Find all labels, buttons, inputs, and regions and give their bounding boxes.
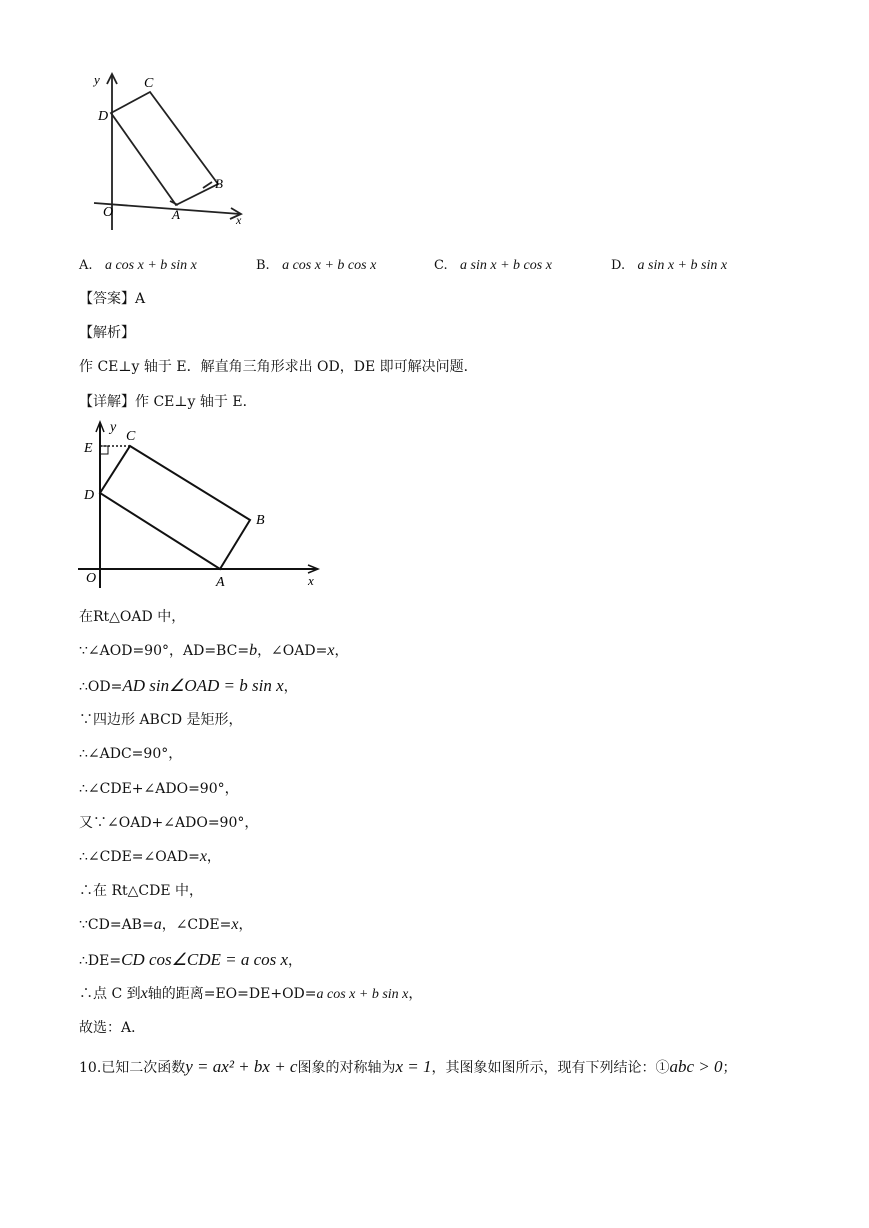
step-3-text: ∴OD= [79,679,123,695]
step-12-text: ∴点 C 到 [79,986,141,1002]
step-1: 在Rt△OAD 中， [79,609,186,625]
step-12-formula: a cos x + b sin x [316,987,409,1002]
fig1-label-o: O [103,205,114,220]
step-11-end: ， [288,953,303,969]
option-a-letter: A. [79,258,93,273]
fig2-label-a: A [216,575,225,590]
step-12-text-2: 轴的距离=EO=DE+OD= [147,986,317,1002]
fig2-label-c: C [126,429,136,444]
step-8-x: x [199,848,207,865]
fig1-label-a: A [172,207,180,222]
step-2-text: ∵∠AOD=90°，AD=BC= [79,643,250,659]
figure-2-diagram [78,418,328,594]
fig2-label-x: x [308,573,314,588]
step-3 [79,676,298,697]
figure-1-diagram [88,68,278,238]
question-10 [79,1057,737,1078]
fig1-label-c: C [144,76,154,91]
option-c-letter: C. [434,258,448,273]
fig2-label-y: y [110,420,117,435]
step-3-end: ， [283,679,298,695]
q10-end: ； [722,1060,737,1076]
step-12 [79,984,422,1005]
step-10-end: ， [238,917,253,933]
detail-line [79,392,257,412]
step-8-end: ， [206,849,221,865]
answer-line: 【答案】A [79,291,146,307]
option-b [256,256,376,276]
fig1-x-axis [94,203,240,214]
step-12-x: x [140,985,148,1002]
step-6: ∴∠CDE+∠ADO=90°， [79,781,239,797]
step-11-formula: CD cos∠CDE = a cos x [121,950,289,969]
option-b-expr: a cos x + b cos x [282,258,377,273]
step-12-end: ， [408,986,423,1002]
step-2-b: b [249,642,258,659]
q10-condition: abc > 0 [669,1057,723,1076]
step-10-text: ∵CD=AB= [79,917,154,933]
option-a [79,256,197,276]
step-4: ∵四边形 ABCD 是矩形， [79,712,243,728]
option-b-letter: B. [256,258,270,273]
step-8 [79,847,221,867]
step-5: ∴∠ADC=90°， [79,746,183,762]
step-3-formula: AD sin∠OAD = b sin x [122,676,284,695]
q10-middle: 图象的对称轴为 [297,1060,396,1076]
option-d [611,256,727,276]
option-d-letter: D. [611,258,626,273]
fig1-label-y: y [94,72,100,87]
step-7: 又∵∠OAD+∠ADO=90°， [79,815,259,831]
analysis-heading: 【解析】 [79,325,135,341]
step-2-x: x [327,642,335,659]
step-8-text: ∴∠CDE=∠OAD= [79,849,200,865]
option-a-expr: a cos x + b sin x [104,258,197,273]
detail-text: 作 CE⊥y 轴于 E． [135,394,257,410]
fig2-rectangle [100,446,250,569]
fig2-right-angle-mark [100,446,108,454]
q10-prefix: 10.已知二次函数 [79,1060,186,1076]
q10-axis: x = 1 [395,1057,432,1076]
step-11 [79,950,302,971]
option-c-expr: a sin x + b cos x [460,258,552,273]
step-10-text-2: ，∠CDE= [161,917,232,933]
option-c [434,256,552,276]
fig2-label-d: D [84,488,95,503]
q10-suffix: ，其图象如图所示，现有下列结论：① [431,1060,670,1076]
fig2-label-b: B [256,513,265,528]
fig1-label-b: B [215,176,223,191]
step-10-x: x [231,916,239,933]
fig1-rectangle [111,92,218,205]
option-d-expr: a sin x + b sin x [637,258,728,273]
step-2-end: ， [334,643,349,659]
q10-formula: y = ax² + bx + c [185,1057,298,1076]
step-10 [79,915,252,935]
fig1-label-d: D [98,109,109,124]
fig1-label-x: x [236,213,242,227]
step-10-a: a [153,916,162,933]
step-2-text-2: ，∠OAD= [257,643,328,659]
fig2-label-o: O [86,571,97,586]
fig2-label-e: E [84,441,93,456]
step-2 [79,641,348,661]
step-13: 故选：A． [79,1020,146,1036]
step-11-text: ∴DE= [79,953,122,969]
step-9: ∴在 Rt△CDE 中， [79,883,203,899]
analysis-text: 作 CE⊥y 轴于 E．解直角三角形求出 OD，DE 即可解决问题． [79,359,478,375]
detail-heading: 【详解】 [79,394,135,410]
